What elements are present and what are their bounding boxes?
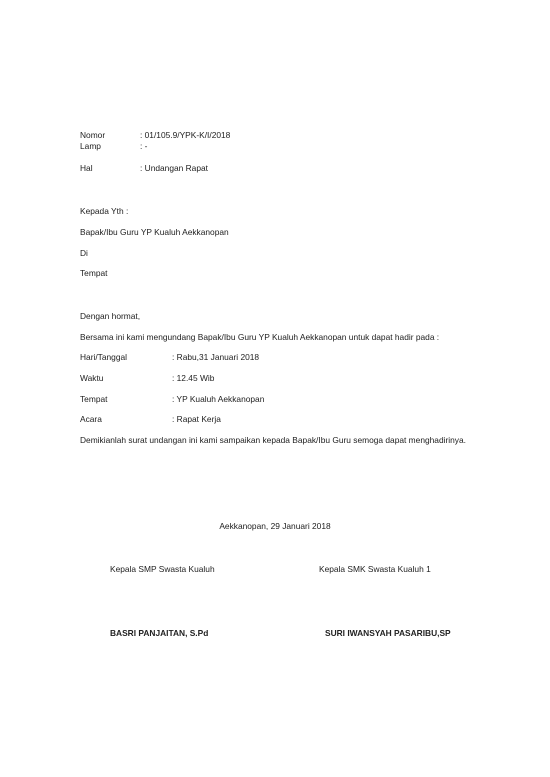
recipient-di: Di [80, 248, 88, 258]
hal-label: Hal [80, 163, 93, 173]
nomor-row [80, 130, 230, 140]
hal-row [80, 163, 208, 173]
detail-row [80, 394, 264, 404]
recipient-name: Bapak/Ibu Guru YP Kualuh Aekkanopan [80, 227, 229, 237]
closing-text: Demikianlah surat undangan ini kami sampaikan kepada Bapak/Ibu Guru semoga dapat menghadirinya. [80, 435, 466, 445]
right-signatory-name: SURI IWANSYAH PASARIBU,SP [325, 628, 451, 638]
left-signatory-name: BASRI PANJAITAN, S.Pd [110, 628, 209, 638]
lamp-value: : - [140, 141, 148, 151]
intro-text: Bersama ini kami mengundang Bapak/Ibu Guru YP Kualuh Aekkanopan untuk dapat hadir pada : [80, 332, 440, 342]
detail-row [80, 373, 214, 383]
lamp-label: Lamp [80, 141, 101, 151]
recipient-tempat: Tempat [80, 268, 108, 278]
lamp-row [80, 141, 147, 151]
detail-value: : Rabu,31 Januari 2018 [172, 352, 260, 362]
detail-value: : 12.45 Wib [172, 373, 215, 383]
detail-label: Tempat [80, 394, 108, 404]
nomor-value: : 01/105.9/YPK-K/I/2018 [140, 130, 231, 140]
detail-label: Hari/Tanggal [80, 352, 128, 362]
detail-value: : Rapat Kerja [172, 414, 221, 424]
hal-value: : Undangan Rapat [140, 163, 208, 173]
recipient-kepada: Kepada Yth : [80, 206, 129, 216]
nomor-label: Nomor [80, 130, 106, 140]
left-signatory-title: Kepala SMP Swasta Kualuh [110, 564, 215, 574]
detail-row [80, 414, 221, 424]
place-date: Aekkanopan, 29 Januari 2018 [219, 521, 331, 531]
detail-value: : YP Kualuh Aekkanopan [172, 394, 265, 404]
detail-label: Acara [80, 414, 102, 424]
detail-label: Waktu [80, 373, 104, 383]
greeting: Dengan hormat, [80, 311, 141, 321]
detail-row [80, 352, 259, 362]
right-signatory-title: Kepala SMK Swasta Kualuh 1 [319, 564, 431, 574]
